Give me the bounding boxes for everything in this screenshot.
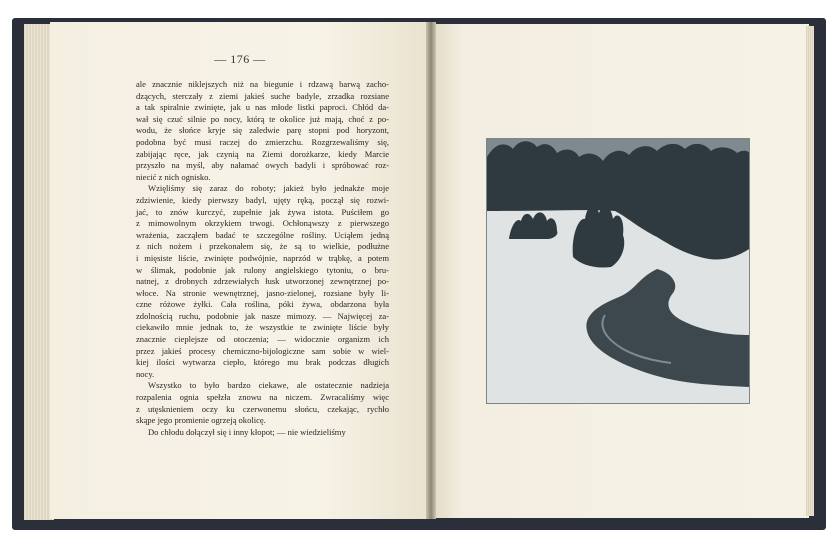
text-line: przez jakieś procesy chemiczno-bijologiczne sam sobie w wiel- (136, 345, 389, 356)
text-line: rozpalenia ognia spełzła znowu na niczem. Zwracaliśmy więc (136, 392, 389, 403)
paragraph (136, 427, 389, 439)
text-line: podobna być musi raczej do zmierzchu. Rozgrzewaliśmy się, (136, 136, 389, 147)
paragraph (136, 380, 389, 426)
text-line: jać, to znów kurczyć, zupełnie jak żywa istota. Puściłem go (136, 206, 389, 217)
text-line: Wszystko to było bardzo ciekawe, ale ostatecznie nadzieja (148, 380, 389, 391)
text-line: przyszło na myśl, aby nałamać owych badyli i spróbować roz- (136, 160, 389, 171)
text-line: wodu, że słońce kryje się zaledwie parę stopni pod horyzont, (136, 125, 389, 136)
text-line: wrażenia, zacząłem badać te szczególne rośliny. Uciąłem jedną (136, 229, 389, 240)
book-gutter (426, 22, 436, 519)
text-line: niecić z nich ognisko. (136, 171, 211, 182)
paragraph (136, 183, 389, 380)
illustration-plate (487, 139, 749, 403)
page-number: — 176 — (214, 52, 266, 66)
winter-landscape-illustration (487, 139, 749, 403)
text-line: włoce. Na stronie wewnętrznej, jasno-zielonej, rozsiane były li- (136, 287, 389, 298)
text-line: natnej, z drobnych zdrzewiałych łusk utworzonej zewnętrznej po- (136, 276, 389, 287)
text-line: w ślimak, podobnie jak rulony angielskiego tytoniu, o bru- (136, 264, 389, 275)
text-line: a tak spiralnie zwinięte, jak u nas młode listki paproci. Chłód da- (136, 102, 389, 113)
text-line: nocy. (136, 368, 155, 379)
text-line: wał się czuć silnie po nocy, którą te okolice już mają, choć z po- (136, 113, 389, 124)
text-line: zdziwienie, kiedy pierwszy badyl, ujęty ręką, począł się rozwi- (136, 194, 389, 205)
text-line: kiej ilości wytwarza ciepło, którego mu brak podczas długich (136, 357, 389, 368)
text-line: znacznie cieplejsze od otoczenia; — widocznie organizm ich (136, 334, 389, 345)
text-line: skąpe jego promienie ogrzeją okolicę. (136, 415, 266, 426)
paragraph (136, 79, 389, 183)
text-line: ale znacznie niklejszych niż na biegunie i rdzawą barwą zacho- (136, 79, 389, 89)
text-line: ciekawiło mnie jednak to, że wszystkie te zwinięte liście były (136, 322, 389, 333)
text-line: z mimowolnym okrzykiem trwogi. Ochłonąwszy z pierwszego (136, 218, 389, 229)
text-line: z utęsknieniem oczy ku czerwonemu słońcu, czekając, rychło (136, 403, 389, 414)
text-line: Wzięliśmy się zaraz do roboty; jakież było jednakże moje (148, 183, 389, 194)
text-line: dzących, sterczały z ziemi jakieś suche badyle, zrzadka rozsiane (136, 90, 389, 101)
text-line: i mięsiste liście, zwinięte podwójnie, naprzód w trąbkę, a potem (136, 252, 389, 263)
text-line: zdolnością ruchu, podobnie jak nasze mimozy. — Najwięcej za- (136, 310, 389, 321)
text-line: zabijając ręce, jak czynią na Ziemi dorożkarze, kiedy Marcie (136, 148, 389, 159)
text-line: Do chłodu dołączył się i inny kłopot; — nie wiedzieliśmy (148, 426, 346, 437)
text-line: z nich nożem i przekonałem się, że są to wielkie, podłużne (136, 241, 389, 252)
text-line: czne różowe żyłki. Cała roślina, póki żywa, obdarzona była (136, 299, 389, 310)
body-text (136, 79, 389, 438)
page-edges-right (806, 26, 814, 516)
